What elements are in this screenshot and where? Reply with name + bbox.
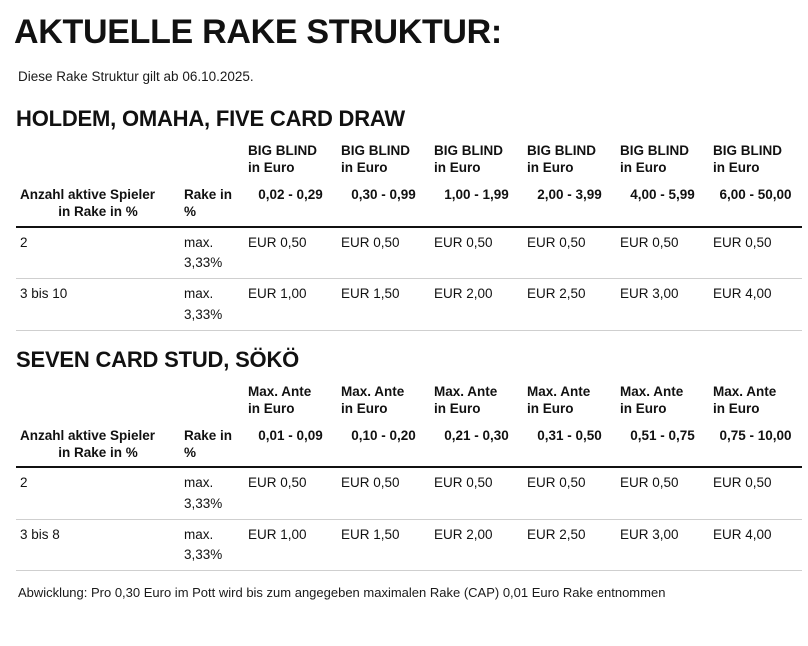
table-row [16,519,802,571]
group-header-line2: in Euro [713,160,760,176]
cell-active-players: 3 bis 10 [16,279,180,331]
rake-value-line1: max. [184,234,214,250]
players-header-line2: in Rake in % [58,204,138,220]
rake-value-line1: max. [184,475,214,491]
cell-cap-amount: EUR 1,50 [337,279,430,331]
group-header-line1: BIG BLIND [713,143,782,159]
table-row [16,467,802,519]
group-header-line1: Max. Ante [713,383,777,399]
cell-active-players: 3 bis 8 [16,519,180,571]
cell-cap-amount: EUR 3,00 [616,519,709,571]
rake-value-line2: 3,33% [184,547,223,563]
table-header-group-row [16,379,802,423]
cell-cap-amount: EUR 0,50 [430,467,523,519]
header-range: 0,31 - 0,50 [523,423,616,468]
cell-cap-amount: EUR 4,00 [709,519,802,571]
group-header-line1: BIG BLIND [620,143,689,159]
page-title: AKTUELLE RAKE STRUKTUR: [14,13,502,51]
column-group-header [523,138,616,182]
cell-cap-amount: EUR 0,50 [523,467,616,519]
section-title-holdem: HOLDEM, OMAHA, FIVE CARD DRAW [16,106,405,132]
header-rake-percent [180,182,244,227]
column-group-header [430,379,523,423]
cell-cap-amount: EUR 4,00 [709,279,802,331]
column-group-header [523,379,616,423]
rake-header-line1: Rake in [184,427,233,443]
column-group-header [244,138,337,182]
rake-header-line2: % [184,204,197,220]
header-rake-percent [180,423,244,468]
cell-rake-percent [180,279,244,331]
group-header-line2: in Euro [341,400,388,416]
rake-value-line2: 3,33% [184,495,223,511]
group-header-line2: in Euro [248,160,295,176]
header-range: 4,00 - 5,99 [616,182,709,227]
cell-cap-amount: EUR 1,00 [244,519,337,571]
header-range: 6,00 - 50,00 [709,182,802,227]
header-spacer [180,379,244,423]
rake-value-line1: max. [184,526,214,542]
header-spacer [16,138,180,182]
column-group-header [709,138,802,182]
column-group-header [616,138,709,182]
group-header-line2: in Euro [620,400,667,416]
group-header-line1: Max. Ante [341,383,405,399]
header-spacer [180,138,244,182]
cell-cap-amount: EUR 2,50 [523,519,616,571]
cell-cap-amount: EUR 0,50 [616,227,709,279]
group-header-line1: Max. Ante [527,383,591,399]
header-range: 0,01 - 0,09 [244,423,337,468]
group-header-line1: BIG BLIND [341,143,410,159]
rake-table-holdem [16,138,802,331]
group-header-line1: BIG BLIND [248,143,317,159]
cell-cap-amount: EUR 2,50 [523,279,616,331]
rake-table-stud [16,379,802,572]
rake-value-line1: max. [184,286,214,302]
header-range: 1,00 - 1,99 [430,182,523,227]
cell-cap-amount: EUR 2,00 [430,519,523,571]
table-header-group-row [16,138,802,182]
section-title-stud: SEVEN CARD STUD, SÖKÖ [16,346,300,372]
group-header-line1: BIG BLIND [434,143,503,159]
cell-rake-percent [180,227,244,279]
cell-cap-amount: EUR 0,50 [337,467,430,519]
group-header-line1: Max. Ante [620,383,684,399]
group-header-line1: BIG BLIND [527,143,596,159]
group-header-line2: in Euro [248,400,295,416]
header-spacer [16,379,180,423]
table-header-row [16,182,802,227]
header-active-players [16,182,180,227]
table-header-row [16,423,802,468]
footnote-text: Abwicklung: Pro 0,30 Euro im Pott wird bis zum angegeben maximalen Rake (CAP) 0,01 Euro Rake entnommen [18,585,666,601]
column-group-header [244,379,337,423]
group-header-line1: Max. Ante [434,383,498,399]
cell-cap-amount: EUR 0,50 [616,467,709,519]
column-group-header [616,379,709,423]
cell-cap-amount: EUR 0,50 [523,227,616,279]
group-header-line2: in Euro [434,400,481,416]
cell-cap-amount: EUR 0,50 [244,467,337,519]
group-header-line2: in Euro [620,160,667,176]
header-range: 0,10 - 0,20 [337,423,430,468]
group-header-line2: in Euro [527,400,574,416]
players-header-line2: in Rake in % [58,444,138,460]
players-header-line1: Anzahl aktive Spieler [20,427,156,443]
cell-cap-amount: EUR 0,50 [430,227,523,279]
cell-cap-amount: EUR 3,00 [616,279,709,331]
header-range: 0,21 - 0,30 [430,423,523,468]
cell-cap-amount: EUR 0,50 [709,227,802,279]
group-header-line2: in Euro [713,400,760,416]
table-row [16,279,802,331]
players-header-line1: Anzahl aktive Spieler [20,187,156,203]
cell-cap-amount: EUR 0,50 [709,467,802,519]
header-range: 0,51 - 0,75 [616,423,709,468]
header-active-players [16,423,180,468]
column-group-header [337,138,430,182]
header-range: 2,00 - 3,99 [523,182,616,227]
cell-cap-amount: EUR 1,50 [337,519,430,571]
cell-rake-percent [180,467,244,519]
column-group-header [337,379,430,423]
table-row [16,227,802,279]
column-group-header [709,379,802,423]
header-range: 0,02 - 0,29 [244,182,337,227]
cell-cap-amount: EUR 1,00 [244,279,337,331]
rake-value-line2: 3,33% [184,255,223,271]
rake-header-line2: % [184,444,197,460]
rake-header-line1: Rake in [184,187,233,203]
cell-rake-percent [180,519,244,571]
rake-value-line2: 3,33% [184,306,223,322]
header-range: 0,30 - 0,99 [337,182,430,227]
header-range: 0,75 - 10,00 [709,423,802,468]
group-header-line2: in Euro [527,160,574,176]
cell-cap-amount: EUR 2,00 [430,279,523,331]
group-header-line2: in Euro [341,160,388,176]
cell-cap-amount: EUR 0,50 [337,227,430,279]
group-header-line2: in Euro [434,160,481,176]
column-group-header [430,138,523,182]
cell-active-players: 2 [16,467,180,519]
intro-text: Diese Rake Struktur gilt ab 06.10.2025. [18,69,254,85]
cell-cap-amount: EUR 0,50 [244,227,337,279]
cell-active-players: 2 [16,227,180,279]
group-header-line1: Max. Ante [248,383,312,399]
